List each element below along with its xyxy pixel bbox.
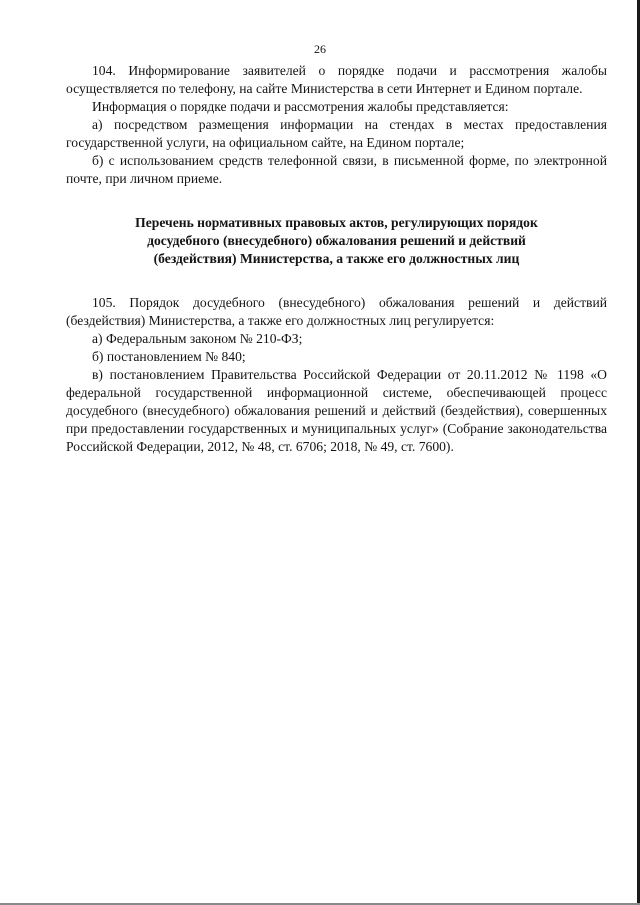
page-number: 26 <box>314 42 326 56</box>
paragraph-item-a-stands: а) посредством размещения информации на стендах в местах предоставления государственной услуги, на официальном сайте, на Едином портале; <box>66 117 607 150</box>
paragraph-104: 104. Информирование заявителей о порядке подачи и рассмотрения жалобы осуществляется по телефону, на сайте Министерства в сети Интернет и Едином портале. <box>66 63 607 96</box>
paragraph-item-a-law: а) Федеральным законом № 210-ФЗ; <box>92 331 303 346</box>
paragraph-info-intro: Информация о порядке подачи и рассмотрения жалобы представляется: <box>92 99 509 114</box>
paragraph-item-c-government-resolution: в) постановлением Правительства Российской Федерации от 20.11.2012 № 1198 «О федеральной государственной информационной системе, обеспечивающей процесс досудебного (внесудебного) обжалования решений и действий (бездействия), совершенных при предоставлении государственных и муниципальных услуг» (Собрание законодательства Российской Федерации, 2012, № 48, ст. 6706; 2018, № 49, ст. 7600). <box>66 367 607 454</box>
paragraph-item-b-resolution: б) постановлением № 840; <box>92 349 246 364</box>
heading-line-2: досудебного (внесудебного) обжалования решений и действий <box>147 233 526 248</box>
heading-line-3: (бездействия) Министерства, а также его должностных лиц <box>153 251 520 266</box>
section-heading <box>66 214 607 268</box>
document-body <box>66 62 607 456</box>
paragraph-item-b-phone: б) с использованием средств телефонной связи, в письменной форме, по электронной почте, при личном приеме. <box>66 153 607 186</box>
paragraph-105: 105. Порядок досудебного (внесудебного) обжалования решений и действий (бездействия) Министерства, а также его должностных лиц регулируется: <box>66 295 607 328</box>
heading-line-1: Перечень нормативных правовых актов, регулирующих порядок <box>135 215 538 230</box>
